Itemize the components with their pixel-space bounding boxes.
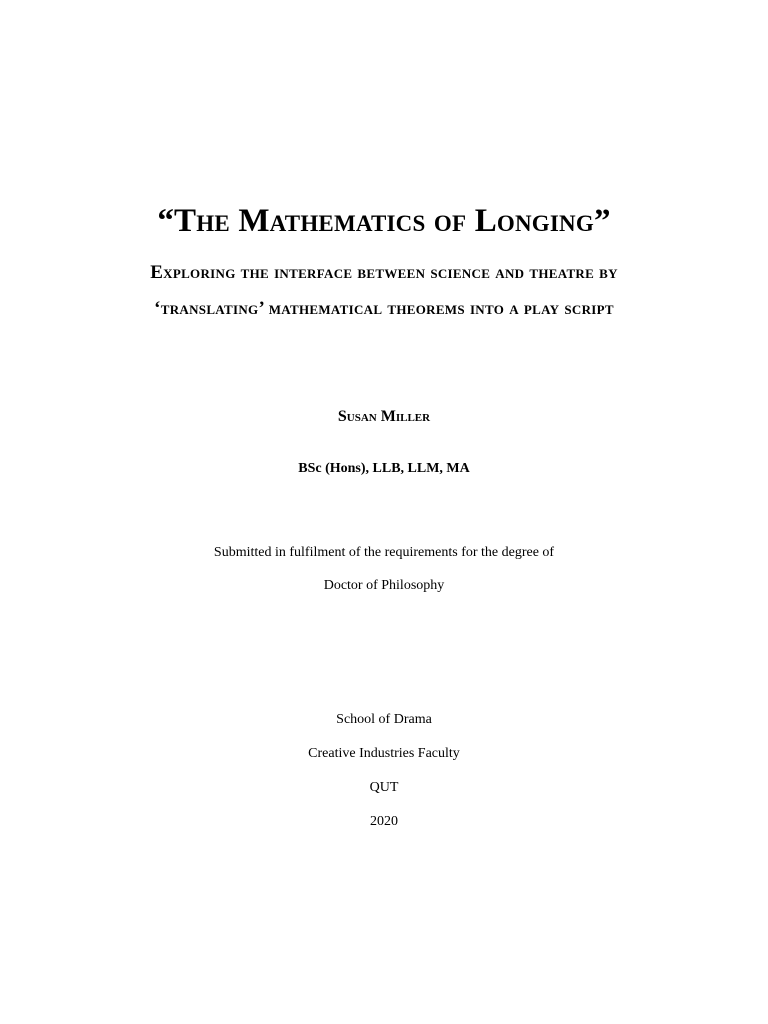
faculty-name: Creative Industries Faculty	[308, 746, 460, 761]
author-degrees: BSc (Hons), LLB, LLM, MA	[298, 461, 470, 476]
thesis-title: “The Mathematics of Longing”	[157, 203, 611, 239]
submission-statement: Submitted in fulfilment of the requirements for the degree of	[213, 545, 555, 560]
thesis-subtitle-line-2: ‘translating’ mathematical theorems into a play script	[154, 298, 614, 319]
school-name: School of Drama	[336, 712, 432, 727]
author-name: Susan Miller	[337, 408, 431, 425]
university-name: QUT	[369, 780, 399, 795]
thesis-subtitle-line-1: Exploring the interface between science and theatre by	[150, 262, 618, 283]
degree-name: Doctor of Philosophy	[323, 578, 445, 593]
submission-year: 2020	[370, 814, 398, 829]
